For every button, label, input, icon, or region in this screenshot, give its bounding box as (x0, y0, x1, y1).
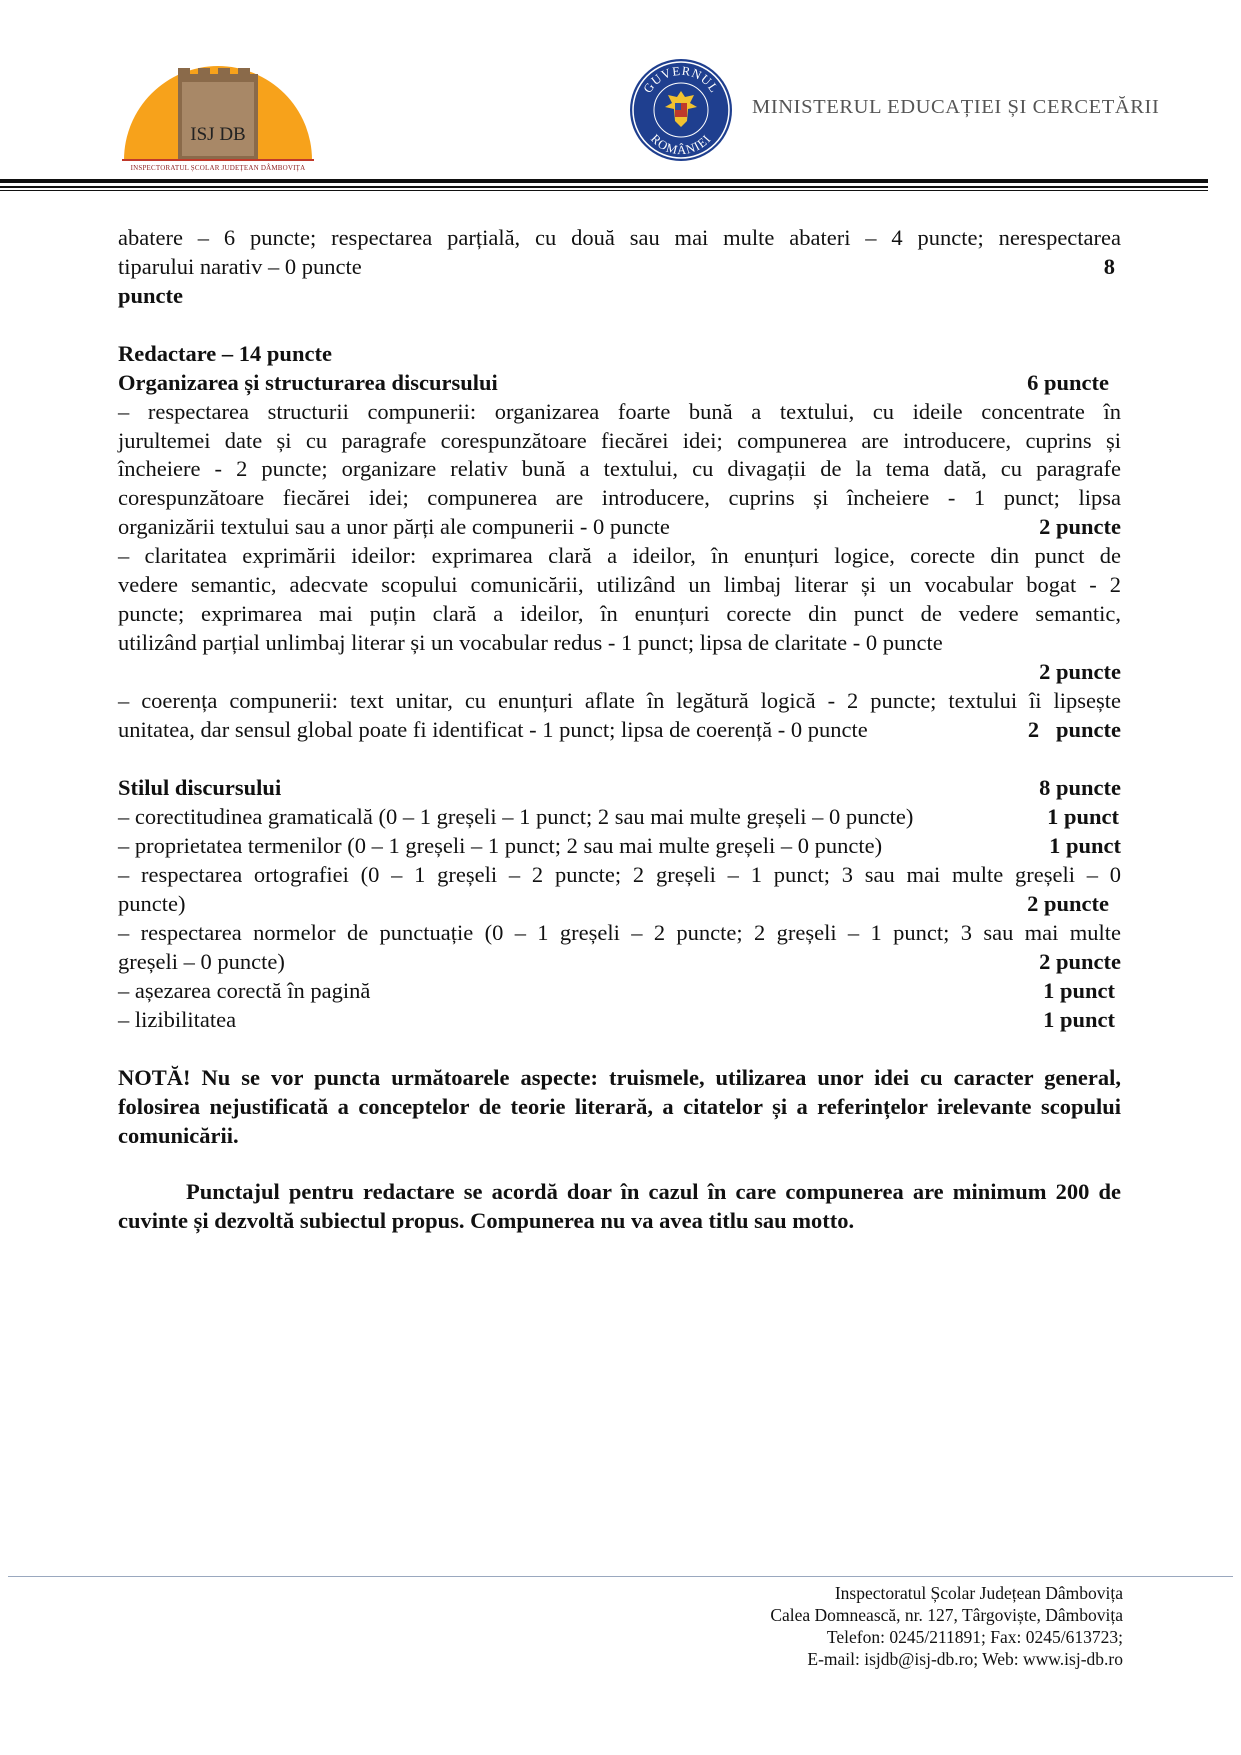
subsection-title: Stilul discursului (118, 775, 282, 800)
isj-logo (118, 60, 318, 180)
text-line (118, 832, 1121, 860)
isj-logo-graphic (118, 60, 318, 180)
text-segment: organizării textului sau a unor părți ale compunerii - 0 puncte (118, 514, 670, 539)
text-line: – respectarea ortografiei (0 – 1 greșeli – 2 puncte; 2 greșeli – 1 punct; 3 sau mai multe greșeli – 0 (118, 862, 1121, 887)
text-line (118, 977, 1121, 1005)
seal-top-text: GUVERNUL (640, 63, 722, 96)
text-segment: – proprietatea termenilor (0 – 1 greșeli – 1 punct; 2 sau mai multe greșeli – 0 puncte) (118, 833, 883, 858)
text-line: jurultemei date și cu paragrafe corespunzătoare fiecărei idei; compunerea are introducere, cuprins și (118, 428, 1121, 453)
points-value: 1 punct (1043, 978, 1115, 1003)
text-line (118, 890, 1121, 918)
text-line (118, 1006, 1121, 1034)
text-line (118, 803, 1121, 831)
text-segment: greșeli – 0 puncte) (118, 949, 285, 974)
points-value: 1 punct (1043, 1007, 1115, 1032)
text-line: vedere semantic, adecvate scopului comunicării, utilizând un limbaj literar și un vocabular bogat - 2 (118, 572, 1121, 597)
text-segment: – corectitudinea gramaticală (0 – 1 greșeli – 1 punct; 2 sau mai multe greșeli – 0 puncte) (118, 804, 914, 829)
header-rule-thin-1 (0, 186, 1208, 188)
text-line: utilizând parțial unlimbaj literar și un vocabular redus - 1 punct; lipsa de claritate - 0 puncte (118, 630, 943, 655)
text-line: încheiere - 2 puncte; organizare relativ bună a textului, cu divagații de la tema dată, cu paragrafe (118, 456, 1121, 481)
points-value: 2 puncte (1027, 891, 1109, 916)
isj-logo-caption: INSPECTORATUL ȘCOLAR JUDEȚEAN DÂMBOVIȚA (130, 164, 306, 172)
points-value: 1 punct (1049, 833, 1121, 858)
points-value: 2 puncte (1039, 514, 1121, 539)
footer-email: E-mail: isjdb@isj-db.ro; Web: www.isj-db.ro (807, 1649, 1123, 1669)
points-value: 2 puncte (1039, 949, 1121, 974)
footer-address: Calea Domnească, nr. 127, Târgoviște, Dâmbovița (770, 1605, 1123, 1625)
isj-logo-text: ISJ DB (190, 124, 246, 145)
ministry-name: MINISTERUL EDUCAȚIEI ȘI CERCETĂRII (752, 96, 1160, 118)
points-value: 8 (1103, 254, 1115, 279)
section-heading: Redactare – 14 puncte (118, 341, 332, 366)
footer-rule (8, 1576, 1233, 1577)
subsection-title: Organizarea și structurarea discursului (118, 370, 498, 395)
text-segment: – așezarea corectă în pagină (118, 978, 371, 1003)
points-value: 6 puncte (1027, 370, 1109, 395)
text-line (118, 513, 1121, 541)
text-line: abatere – 6 puncte; respectarea parțială, cu două sau mai multe abateri – 4 puncte; nerespectarea (118, 225, 1121, 250)
points-value: 2 puncte (1027, 717, 1121, 742)
text-line: puncte; exprimarea mai puțin clară a ideilor, în enunțuri corecte din punct de vedere semantic, (118, 601, 1121, 626)
seal-bottom-text: ROMÂNIEI (647, 131, 714, 158)
footer-phone: Telefon: 0245/211891; Fax: 0245/613723; (826, 1627, 1123, 1647)
section-heading (118, 774, 1121, 802)
text-segment: tiparului narativ – 0 puncte (118, 254, 362, 279)
text-line: – coerența compunerii: text unitar, cu enunțuri aflate în legătură logică - 2 puncte; textului îi lipsește (118, 688, 1121, 713)
text-line: – respectarea normelor de punctuație (0 – 1 greșeli – 2 puncte; 2 greșeli – 1 punct; 3 sau mai multe (118, 920, 1121, 945)
text-line: – claritatea exprimării ideilor: exprimarea clară a ideilor, în enunțuri logice, corecte din punct de (118, 543, 1121, 568)
text-line: corespunzătoare fiecărei idei; compunerea are introducere, cuprins și încheiere - 1 punct; lipsa (118, 485, 1121, 510)
text-line (118, 716, 1121, 744)
scoring-paragraph: Punctajul pentru redactare se acordă doar în cazul în care compunerea are minimum 200 de cuvinte și dezvoltă subiectul propus. Compunerea nu va avea titlu sau motto. (118, 1179, 1121, 1233)
text-line (118, 253, 1121, 281)
points-value: 2 puncte (1039, 659, 1121, 684)
text-segment: – lizibilitatea (118, 1007, 237, 1032)
text-segment: puncte) (118, 891, 186, 916)
note-paragraph: NOTĂ! Nu se vor puncta următoarele aspecte: truismele, utilizarea unor idei cu caracter general, folosirea nejustificată a conceptelor de teorie literară, a citatelor și a referințelor irelevante scopului comunicării. (118, 1065, 1121, 1148)
header-rule-thin-2 (0, 190, 1208, 191)
text-segment: unitatea, dar sensul global poate fi identificat - 1 punct; lipsa de coerență - 0 puncte (118, 717, 868, 742)
footer-institution: Inspectoratul Școlar Județean Dâmbovița (834, 1583, 1123, 1603)
government-seal-graphic (628, 57, 734, 163)
points-value: 8 puncte (1039, 775, 1121, 800)
text-line: – respectarea structurii compunerii: organizarea foarte bună a textului, cu ideile concentrate în (118, 399, 1121, 424)
government-seal (628, 57, 734, 163)
text-line: puncte (118, 283, 184, 308)
section-heading (118, 369, 1121, 397)
text-line (118, 948, 1121, 976)
points-value: 1 punct (1047, 804, 1119, 829)
header-rule-thick (0, 179, 1208, 183)
